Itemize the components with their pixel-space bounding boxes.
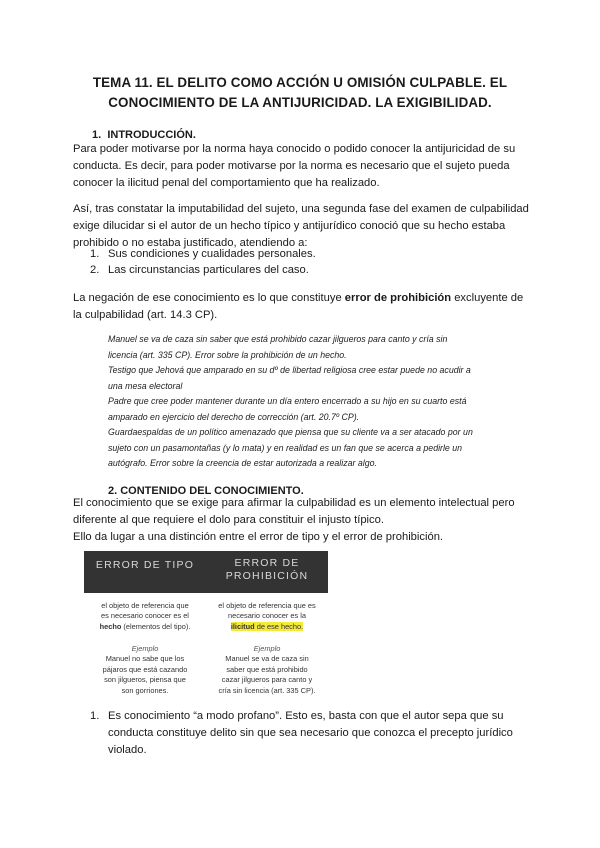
text-line: conocer la ilicitud penal del comportamiento que ha realizado.: [73, 176, 380, 189]
example-line: sujeto con un pasamontañas (y lo mata) y en realidad es un fan que se acerca a pedirle un: [108, 442, 463, 453]
example-line: Manuel se va de caza sin saber que está prohibido cazar jilgueros para canto y cría sin: [108, 334, 448, 344]
list-item: [90, 246, 316, 262]
example-line: Guardaespaldas de un político amenazado que piensa que su cliente va a ser atacado por un: [108, 427, 473, 437]
intro-paragraph-2: [73, 201, 543, 251]
example-line: licencia (art. 335 CP). Error sobre la prohibición de un hecho.: [108, 349, 347, 360]
desc-line: es necesario conocer es el: [101, 611, 189, 621]
error-de-tipo-header: ERROR DE TIPO: [95, 559, 195, 571]
error-de-prohibicion-term: error de prohibición: [344, 292, 452, 304]
text-line: Para poder motivarse por la norma haya conocido o podido conocer la antijuricidad de su: [73, 143, 516, 155]
text-line: prohibido o no estaba justificado, atendiendo a:: [73, 236, 308, 249]
text-line: Es conocimiento “a modo profano”. Esto es, basta con que el autor sepa que su: [108, 710, 504, 722]
intro-paragraph-3: [73, 290, 543, 324]
example-label: Ejemplo: [131, 644, 159, 653]
list-number: 2.: [90, 264, 100, 276]
text-run: excluyente de: [451, 292, 524, 304]
highlighted-text: [231, 622, 303, 631]
example-line: son jilgueros, piensa que: [104, 675, 186, 685]
error-de-prohibicion-example: [208, 644, 326, 696]
list-item-row: [90, 708, 540, 758]
text-line: conducta. Es decir, para poder motivarse por la norma es necesario que el sujeto pueda: [73, 159, 510, 172]
error-comparison-figure: [84, 551, 328, 697]
error-de-prohibicion-header: [206, 557, 328, 583]
section-1-title: INTRODUCCIÓN.: [107, 129, 196, 141]
example-line: Manuel se va de caza sin: [225, 654, 309, 664]
error-de-prohibicion-description: [208, 601, 326, 632]
intro-paragraph-1: [73, 141, 543, 191]
error-de-tipo-example: [86, 644, 204, 696]
hecho-term: hecho: [99, 621, 122, 631]
list-text: Sus condiciones y cualidades personales.: [108, 248, 316, 260]
figure-header: [84, 551, 328, 593]
header-line: ERROR DE: [234, 557, 300, 569]
example-line: una mesa electoral: [108, 380, 183, 391]
text-run: de ese hecho.: [254, 621, 304, 631]
example-line: cazar jilgueros para canto y: [221, 675, 313, 685]
example-line: autógrafo. Error sobre la creencia de estar autorizada a realizar algo.: [108, 458, 377, 468]
text-line: diferente al que requiere el dolo para constituir el injusto típico.: [73, 513, 384, 526]
list-text: Las circunstancias particulares del caso.: [108, 264, 309, 276]
desc-line: el objeto de referencia que es: [218, 601, 316, 610]
list-text: [108, 708, 513, 758]
example-line: son gorriones.: [121, 685, 169, 695]
text-line: conducta constituye delito sin que sea necesario que conozca el precepto jurídico: [108, 726, 513, 739]
text-line: Ello da lugar a una distinción entre el error de tipo y el error de prohibición.: [73, 530, 444, 543]
example-line: amparado en ejercicio del derecho de corrección (art. 20.7º CP).: [108, 411, 360, 422]
example-line: cría sin licencia (art. 335 CP).: [218, 685, 316, 695]
example-line: Testigo que Jehová que amparado en su dº de libertad religiosa cree estar puede no acudir a: [108, 365, 471, 375]
text-line: [73, 290, 543, 307]
text-line: Así, tras constatar la imputabilidad del sujeto, una segunda fase del examen de culpabilidad: [73, 203, 529, 215]
header-line: PROHIBICIÓN: [225, 570, 309, 582]
example-label: Ejemplo: [253, 644, 281, 653]
examples-block: [108, 332, 533, 472]
example-line: saber que está prohibido: [226, 664, 308, 674]
ilicitud-term: ilicitud: [230, 621, 255, 631]
list-number: 1.: [90, 248, 100, 260]
list-item: [90, 262, 309, 278]
example-line: Manuel no sabe que los: [105, 654, 185, 664]
title-line-2: CONOCIMIENTO DE LA ANTIJURICIDAD. LA EXIGIBILIDAD.: [108, 95, 492, 110]
desc-line: [208, 622, 326, 632]
desc-line: [86, 622, 204, 632]
section-2-heading: 2. CONTENIDO DEL CONOCIMIENTO.: [108, 485, 304, 497]
desc-line: el objeto de referencia que: [101, 601, 189, 610]
text-line: exige dilucidar si el autor de un hecho típico y antijurídico conoció que su hecho estaba: [73, 219, 506, 232]
list-item: [90, 708, 540, 758]
section-1-number: 1.: [92, 129, 102, 141]
content-paragraph-1: [73, 495, 543, 545]
text-line: la culpabilidad (art. 14.3 CP).: [73, 308, 218, 321]
error-de-tipo-description: [86, 601, 204, 632]
section-1-heading: [92, 129, 196, 141]
text-line: violado.: [108, 743, 147, 756]
text-run: La negación de ese conocimiento es lo que constituye: [73, 292, 345, 304]
list-number: 1.: [90, 710, 100, 722]
desc-line: necesario conocer es la: [227, 611, 307, 621]
text-run: (elementos del tipo).: [121, 621, 191, 631]
text-line: El conocimiento que se exige para afirmar la culpabilidad es un elemento intelectual pero: [73, 497, 515, 509]
title-line-1: TEMA 11. EL DELITO COMO ACCIÓN U OMISIÓN CULPABLE. EL: [92, 75, 508, 90]
example-line: pájaros que está cazando: [102, 664, 188, 674]
example-line: Padre que cree poder mantener durante un día entero encerrado a su hijo en su cuarto está: [108, 396, 467, 406]
document-title: [60, 73, 540, 113]
